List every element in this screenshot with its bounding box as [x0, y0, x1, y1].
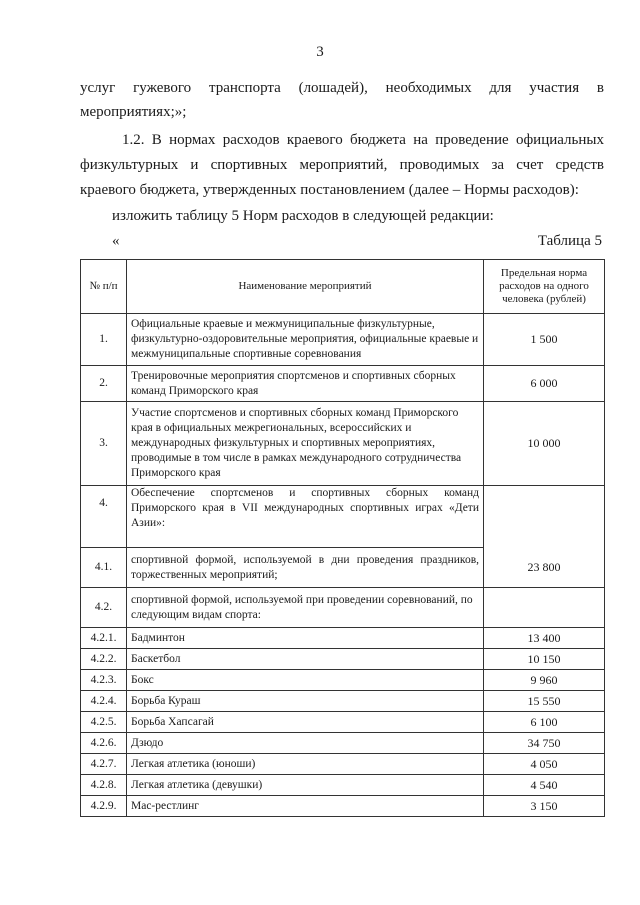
row-num: 4.2.: [81, 588, 127, 628]
table-row: [81, 402, 605, 486]
table-header-row: [81, 260, 605, 314]
row-num: 2.: [81, 366, 127, 402]
row-name: Легкая атлетика (юноши): [127, 754, 484, 775]
row-num: 4.2.9.: [81, 796, 127, 817]
norms-table: [80, 259, 605, 817]
row-num: 1.: [81, 314, 127, 366]
table-row: [81, 366, 605, 402]
row-name: Участие спортсменов и спортивных сборных команд Приморского края в официальных межрегиональных, всероссийских и международных физкультурных и спортивных мероприятиях, проводимые в том числе в рамках международного сотрудничества Приморского края: [127, 402, 484, 486]
row-num: 4.2.5.: [81, 712, 127, 733]
row-name: Обеспечение спортсменов и спортивных сборных команд Приморского края в VII международных спортивных играх «Дети Азии»:: [127, 486, 484, 548]
paragraph-line: услуг гужевого транспорта (лошадей), необходимых для участия в: [80, 80, 604, 96]
row-num: 4.1.: [81, 548, 127, 588]
table-row: [81, 775, 605, 796]
table-label: Таблица 5: [537, 233, 602, 249]
opening-quote: «: [112, 233, 120, 249]
row-num: 4.2.7.: [81, 754, 127, 775]
row-num: 4.2.1.: [81, 628, 127, 649]
table-row: [81, 691, 605, 712]
table-row: [81, 712, 605, 733]
paragraph-line: физкультурных и спортивных мероприятий, проводимых за счет средств: [80, 157, 604, 173]
row-cost: 10 150: [484, 649, 605, 670]
row-name: Тренировочные мероприятия спортсменов и спортивных сборных команд Приморского края: [127, 366, 484, 402]
header-name: Наименование мероприятий: [127, 260, 484, 314]
paragraph-line: 1.2. В нормах расходов краевого бюджета на проведение официальных: [122, 132, 604, 148]
table-row: [81, 314, 605, 366]
table-row: [81, 670, 605, 691]
row-num: 4.2.3.: [81, 670, 127, 691]
table-row: [81, 628, 605, 649]
table-row: [81, 548, 605, 588]
row-name: Бадминтон: [127, 628, 484, 649]
row-cost: 6 100: [484, 712, 605, 733]
row-cost: 4 050: [484, 754, 605, 775]
header-cost: Предельная норма расходов на одного человека (рублей): [484, 260, 605, 314]
table-row: [81, 588, 605, 628]
row-name: Дзюдо: [127, 733, 484, 754]
row-name: спортивной формой, используемой в дни проведения праздников, торжественных мероприятий;: [127, 548, 484, 588]
row-name: Мас-рестлинг: [127, 796, 484, 817]
row-cost: 15 550: [484, 691, 605, 712]
row-num: 4.2.8.: [81, 775, 127, 796]
paragraph-line: мероприятиях;»;: [80, 104, 187, 120]
row-cost: 9 960: [484, 670, 605, 691]
row-cost: 13 400: [484, 628, 605, 649]
table-row: [81, 649, 605, 670]
row-num: 4.: [81, 486, 127, 548]
row-cost: 1 500: [484, 314, 605, 366]
row-cost: 34 750: [484, 733, 605, 754]
row-name: Борьба Кураш: [127, 691, 484, 712]
row-num: 3.: [81, 402, 127, 486]
row-num: 4.2.6.: [81, 733, 127, 754]
row-num: 4.2.4.: [81, 691, 127, 712]
table-row: [81, 486, 605, 548]
row-name: Бокс: [127, 670, 484, 691]
page-number: 3: [316, 44, 324, 60]
row-cost: 4 540: [484, 775, 605, 796]
row-cost: 10 000: [484, 402, 605, 486]
row-num: 4.2.2.: [81, 649, 127, 670]
row-cost: [484, 588, 605, 628]
header-num: № п/п: [81, 260, 127, 314]
table-row: [81, 754, 605, 775]
row-name: Официальные краевые и межмуниципальные физкультурные, физкультурно-оздоровительные мероприятия, официальные краевые и межмуниципальные спортивные соревнования: [127, 314, 484, 366]
row-cost: [484, 486, 605, 548]
row-cost: 3 150: [484, 796, 605, 817]
row-name: Борьба Хапсагай: [127, 712, 484, 733]
row-name: Баскетбол: [127, 649, 484, 670]
row-name: Легкая атлетика (девушки): [127, 775, 484, 796]
row-cost: 6 000: [484, 366, 605, 402]
table-row: [81, 796, 605, 817]
paragraph-line: краевого бюджета, утвержденных постановлением (далее – Нормы расходов):: [80, 182, 579, 198]
row-cost: 23 800: [484, 548, 605, 588]
table-row: [81, 733, 605, 754]
row-name: спортивной формой, используемой при проведении соревнований, по следующим видам спорта:: [127, 588, 484, 628]
paragraph-line: изложить таблицу 5 Норм расходов в следующей редакции:: [112, 208, 494, 224]
